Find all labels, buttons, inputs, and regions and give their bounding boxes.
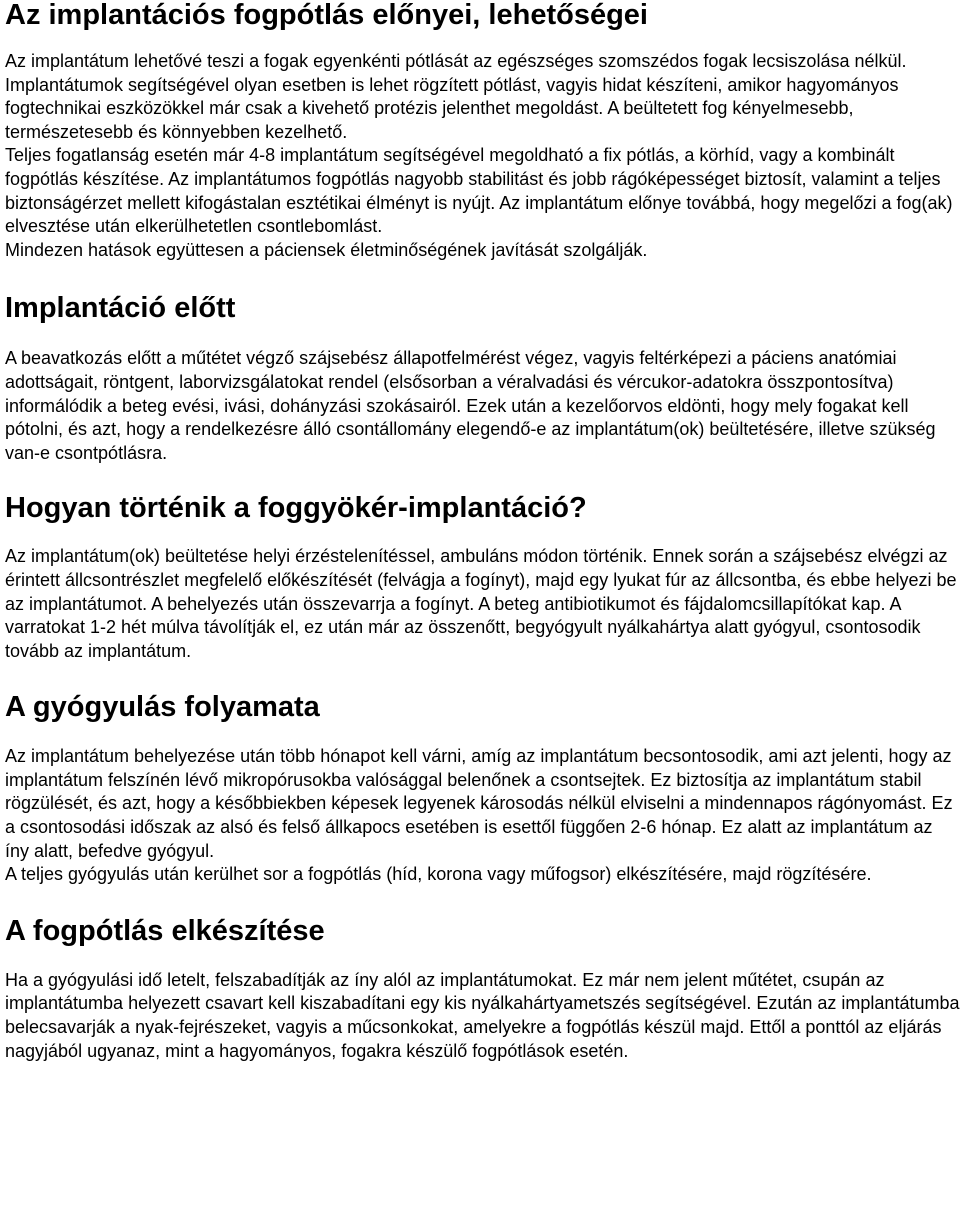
section-how-implantation-body <box>5 545 960 663</box>
document-page <box>5 0 960 1063</box>
section-prosthesis-body <box>5 969 960 1063</box>
section-heading-before-implantation: Implantáció előtt <box>5 292 236 325</box>
section-paragraph: Az implantátum behelyezése után több hónapot kell várni, amíg az implantátum becsontosodik, ami azt jelenti, hogy az implantátum felszínén lévő mikropórusokba valósággal belenőnek a csontsejtek. Ez biztosítja az implantátum stabil rögzülését, és azt, hogy a későbbiekben képesek legyenek károsodás nélkül elviselni a mindennapos rágónyomást. Ez a csontosodási időszak az alsó és felső állkapocs esetében is esettől függően 2-6 hónap. Ez alatt az implantátum az íny alatt, befedve gyógyul. <box>5 746 953 861</box>
section-paragraph: A beavatkozás előtt a műtétet végző szájsebész állapotfelmérést végez, vagyis feltérképezi a páciens anatómiai adottságait, röntgent, laborvizsgálatokat rendel (elsősorban a véralvadási és vércukor-adatokra összpontosítva) informálódik a beteg evési, ivási, dohányzási szokásairól. Ezek után a kezelőorvos eldönti, hogy mely fogakat kell pótolni, és azt, hogy a rendelkezésre álló csontállomány elegendő-e az implantátum(ok) beültetésére, illetve szükség van-e csontpótlásra. <box>5 348 936 463</box>
section-paragraph: Ha a gyógyulási idő letelt, felszabadítják az íny alól az implantátumokat. Ez már nem jelent műtétet, csupán az implantátumba helyezett csavart kell kiszabadítani egy kis nyálkahártyametszés segítségével. Ezután az implantátumba belecsavarják a nyak-fejrészeket, vagyis a műcsonkokat, amelyekre a fogpótlás készül majd. Ettől a ponttól az eljárás nagyjából ugyanaz, mint a hagyományos, fogakra készülő fogpótlások esetén. <box>5 969 960 1061</box>
section-before-implantation-body <box>5 347 960 465</box>
intro-paragraph-1: Az implantátum lehetővé teszi a fogak egyenkénti pótlását az egészséges szomszédos fogak lecsiszolása nélkül. <box>5 51 907 71</box>
intro-paragraph-3: Teljes fogatlanság esetén már 4-8 implantátum segítségével megoldható a fix pótlás, a körhíd, vagy a kombinált fogpótlás készítése. Az implantátumos fogpótlás nagyobb stabilitást és jobb rágóképességet biztosít, valamint a teljes biztonságérzet mellett kifogástalan esztétikai élményt is nyújt. Az implantátum előnye továbbá, hogy megelőzi a fog(ak) elvesztése után elkerülhetetlen csontlebomlást. <box>5 145 953 237</box>
section-paragraph: Az implantátum(ok) beültetése helyi érzéstelenítéssel, ambuláns módon történik. Ennek során a szájsebész elvégzi az érintett állcsontrészlet megfelelő előkészítését (felvágja a fogínyt), majd egy lyukat fúr az állcsontba, és ebbe helyezi be az implantátumot. A behelyezés után összevarrja a fogínyt. A beteg antibiotikumot és fájdalomcsillapítókat kap. A varratokat 1-2 hét múlva távolítják el, ez után már az összenőtt, begyógyult nyálkahártya alatt gyógyul, csontosodik tovább az implantátum. <box>5 546 957 661</box>
page-title: Az implantációs fogpótlás előnyei, lehetőségei <box>5 0 648 31</box>
section-heading-prosthesis: A fogpótlás elkészítése <box>5 914 325 947</box>
section-heading-healing: A gyógyulás folyamata <box>5 691 320 724</box>
section-healing-body <box>5 745 960 887</box>
intro-paragraph-2: Implantátumok segítségével olyan esetben is lehet rögzített pótlást, vagyis hidat készíteni, amikor hagyományos fogtechnikai eszközökkel már csak a kivehető protézis jelenthet megoldást. A beültetett fog kényelmesebb, természetesebb és könnyebben kezelhető. <box>5 74 899 142</box>
intro-paragraph-4: Mindezen hatások együttesen a páciensek életminőségének javítását szolgálják. <box>5 239 648 260</box>
section-paragraph: A teljes gyógyulás után kerülhet sor a fogpótlás (híd, korona vagy műfogsor) elkészítésére, majd rögzítésére. <box>5 864 872 885</box>
intro-section <box>5 50 960 262</box>
section-heading-how-implantation: Hogyan történik a foggyökér-implantáció? <box>5 492 587 525</box>
